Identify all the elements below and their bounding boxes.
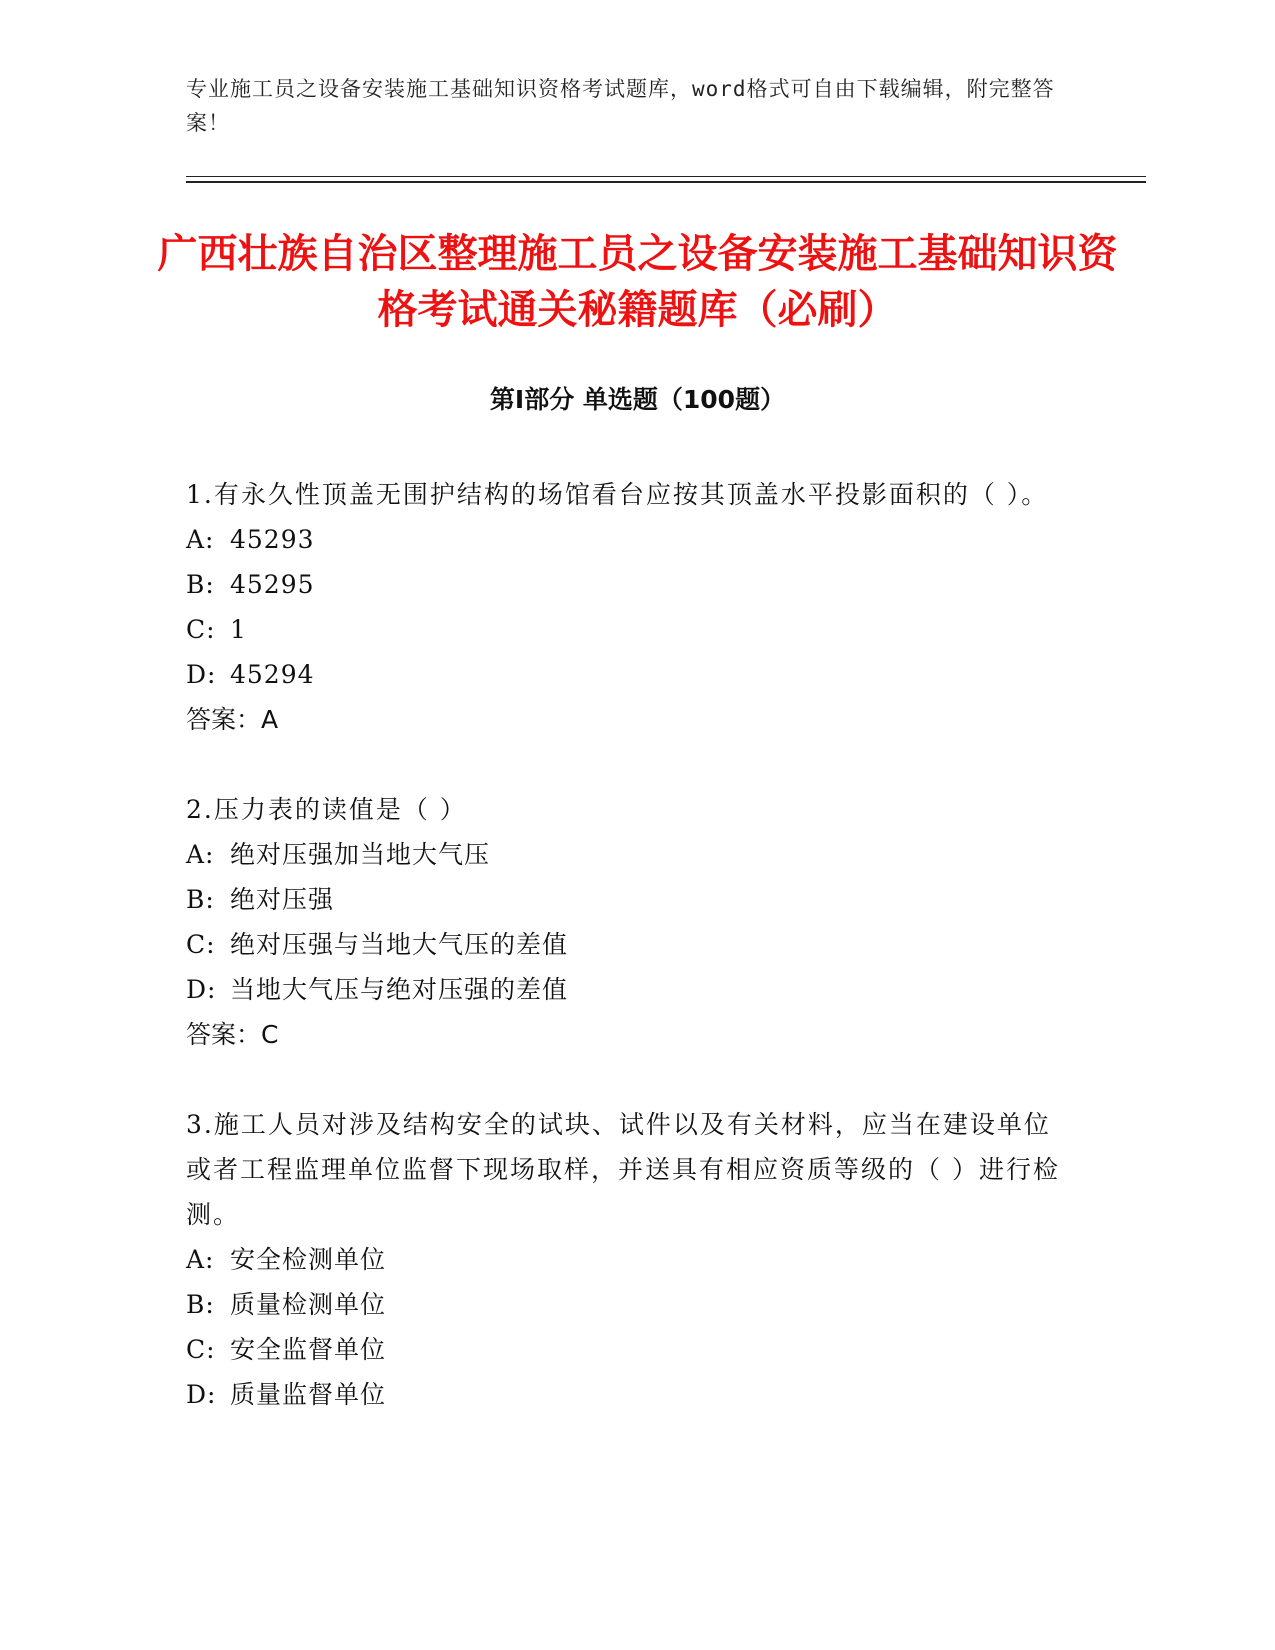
option-d [186, 652, 1066, 697]
option-key: B: [186, 570, 215, 599]
option-text: 绝对压强 [230, 885, 335, 914]
option-key: D: [186, 1380, 217, 1409]
option-c [186, 607, 1066, 652]
option-text: 45294 [230, 660, 315, 689]
option-text: 质量监督单位 [230, 1380, 387, 1409]
option-text: 当地大气压与绝对压强的差值 [230, 975, 569, 1004]
option-key: C: [186, 930, 216, 959]
option-text: 绝对压强加当地大气压 [230, 840, 491, 869]
option-key: B: [186, 885, 215, 914]
option-key: A: [186, 1245, 215, 1274]
option-text: 安全检测单位 [230, 1245, 387, 1274]
question-2 [186, 787, 1066, 1058]
document-title: 广西壮族自治区整理施工员之设备安装施工基础知识资格考试通关秘籍题库（必刷） [157, 231, 1118, 333]
option-text: 绝对压强与当地大气压的差值 [230, 930, 569, 959]
header-divider-thick [186, 181, 1146, 183]
option-text: 45295 [230, 570, 315, 599]
option-b [186, 562, 1066, 607]
option-text: 45293 [230, 525, 315, 554]
question-1 [186, 472, 1066, 743]
option-a [186, 832, 1066, 877]
option-d [186, 967, 1066, 1012]
option-key: C: [186, 615, 216, 644]
option-key: B: [186, 1290, 215, 1319]
option-b [186, 1282, 1066, 1327]
option-d [186, 1372, 1066, 1417]
question-3 [186, 1102, 1066, 1417]
question-stem: 2.压力表的读值是（ ） [186, 795, 467, 824]
option-key: A: [186, 525, 215, 554]
header-divider-thin [186, 176, 1146, 177]
option-text: 安全监督单位 [230, 1335, 387, 1364]
option-a [186, 1237, 1066, 1282]
option-text: 1 [230, 615, 247, 644]
option-key: D: [186, 975, 217, 1004]
option-b [186, 877, 1066, 922]
answer: 答案：A [186, 705, 279, 734]
answer: 答案：C [186, 1020, 279, 1049]
option-a [186, 517, 1066, 562]
option-key: C: [186, 1335, 216, 1364]
question-stem: 1.有永久性顶盖无围护结构的场馆看台应按其顶盖水平投影面积的（ ）。 [186, 480, 1049, 509]
question-list [186, 472, 1066, 1461]
section-heading: 第Ⅰ部分 单选题（100题） [489, 385, 786, 414]
question-stem: 3.施工人员对涉及结构安全的试块、试件以及有关材料，应当在建设单位或者工程监理单位监督下现场取样，并送具有相应资质等级的（ ）进行检测。 [186, 1110, 1060, 1229]
option-c [186, 1327, 1066, 1372]
option-text: 质量检测单位 [230, 1290, 387, 1319]
option-key: D: [186, 660, 217, 689]
option-c [186, 922, 1066, 967]
header-note: 专业施工员之设备安装施工基础知识资格考试题库，word格式可自由下载编辑，附完整答案！ [186, 77, 1055, 135]
option-key: A: [186, 840, 215, 869]
